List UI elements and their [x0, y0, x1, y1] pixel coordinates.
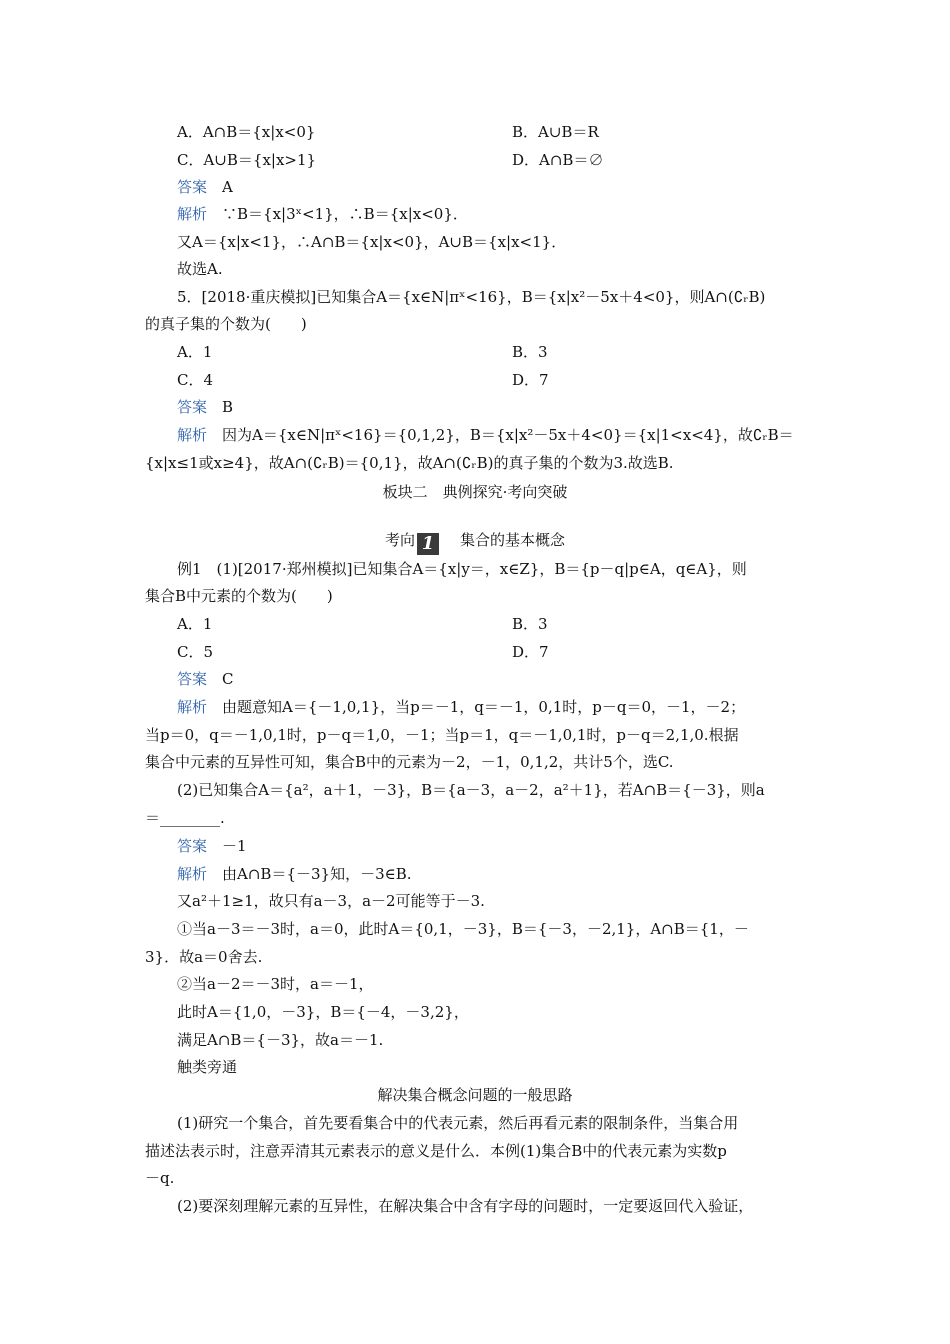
analysis-tag: 解析: [177, 698, 208, 716]
ex1-2-line-7: 满足A∩B＝{－3}，故a＝－1.: [177, 1031, 384, 1049]
tips-p1-line-2: 描述法表示时，注意弄清其元素表示的意义是什么．本例(1)集合B中的代表元素为实数p: [145, 1142, 727, 1160]
ex1-option-a: A．1: [177, 615, 213, 633]
ex1-analysis-1: 由题意知A＝{－1,0,1}，当p＝－1，q＝－1，0,1时，p－q＝0，－1，－2；: [222, 698, 746, 716]
q4-analysis-3: 故选A.: [177, 260, 223, 278]
q5-option-c: C．4: [177, 371, 214, 389]
ex1-stem-2: 集合B中元素的个数为( ): [145, 587, 333, 605]
q5-option-d: D．7: [512, 371, 549, 389]
ex1-answer: C: [222, 670, 234, 688]
q4-analysis-2: 又A＝{x|x<1}，∴A∩B＝{x|x<0}，A∪B＝{x|x<1}．: [177, 233, 567, 251]
ex1-analysis-2: 当p＝0，q＝－1,0,1时，p－q＝1,0，－1；当p＝1，q＝－1,0,1时，p－q＝2,1,0.根据: [145, 726, 739, 744]
q4-answer-line: [177, 177, 233, 197]
q5-analysis-line: [177, 425, 794, 445]
analysis-tag: 解析: [177, 205, 208, 223]
q5-analysis-2: {x|x≤1或x≥4}，故A∩(∁ᵣB)＝{0,1}，故A∩(∁ᵣB)的真子集的个数为3.故选B.: [145, 454, 674, 472]
q4-answer: A: [222, 178, 233, 196]
ex1-option-d: D．7: [512, 643, 549, 661]
ex1-analysis-3: 集合中元素的互异性可知，集合B中的元素为－2，－1，0,1,2，共计5个，选C.: [145, 753, 674, 771]
ex1-2-stem-1: (2)已知集合A＝{a²，a＋1，－3}，B＝{a－3，a－2，a²＋1}，若A∩B＝{－3}，则a: [177, 781, 765, 799]
ex1-stem-1: 例1 (1)[2017·郑州模拟]已知集合A＝{x|y＝，x∈Z}，B＝{p－q|p∈A，q∈A}，则: [177, 560, 747, 578]
section-title: 板块二 典例探究·考向突破: [382, 483, 568, 501]
ex1-2-line-5: ②当a－2＝－3时，a＝－1，: [177, 975, 374, 993]
tips-label: 触类旁通: [177, 1058, 238, 1076]
kaoxiang-number-badge: 1: [417, 533, 439, 555]
ex1-option-c: C．5: [177, 643, 214, 661]
ex1-2-stem-2: ＝________.: [145, 809, 225, 827]
kaoxiang-heading: [0, 530, 950, 555]
answer-tag: 答案: [177, 670, 208, 688]
analysis-tag: 解析: [177, 865, 208, 883]
answer-tag: 答案: [177, 398, 208, 416]
answer-tag: 答案: [177, 178, 208, 196]
ex1-2-answer: －1: [222, 837, 247, 855]
tips-p1-line-3: －q.: [145, 1169, 175, 1187]
q4-option-a: A．A∩B＝{x|x<0}: [177, 123, 316, 141]
q5-option-a: A．1: [177, 343, 213, 361]
analysis-tag: 解析: [177, 426, 208, 444]
q5-answer: B: [222, 398, 234, 416]
q5-stem-2: 的真子集的个数为( ): [145, 315, 307, 333]
ex1-answer-line: [177, 669, 234, 689]
tips-p2-line-1: (2)要深刻理解元素的互异性，在解决集合中含有字母的问题时，一定要返回代入验证，: [177, 1197, 754, 1215]
q4-analysis-line: [177, 204, 468, 224]
ex1-2-line-4: 3}．故a＝0舍去.: [145, 948, 263, 966]
q5-answer-line: [177, 397, 233, 417]
ex1-analysis-line: [177, 697, 745, 717]
q5-analysis-1: 因为A＝{x∈N|πˣ<16}＝{0,1,2}，B＝{x|x²－5x＋4<0}＝{x|1<x<4}，故∁ᵣB＝: [222, 426, 794, 444]
q5-stem-1: 5．[2018·重庆模拟]已知集合A＝{x∈N|πˣ<16}，B＝{x|x²－5x＋4<0}，则A∩(∁ᵣB): [177, 288, 766, 306]
q4-option-b: B．A∪B＝R: [512, 123, 599, 141]
ex1-2-analysis-1: 由A∩B＝{－3}知，－3∈B.: [222, 865, 412, 883]
ex1-2-answer-line: [177, 836, 247, 856]
ex1-2-line-3: ①当a－3＝－3时，a＝0，此时A＝{0,1，－3}，B＝{－3，－2,1}，A∩B＝{1，－: [177, 920, 749, 938]
ex1-2-line-6: 此时A＝{1,0，－3}，B＝{－4，－3,2}，: [177, 1003, 469, 1021]
answer-tag: 答案: [177, 837, 208, 855]
ex1-2-analysis-line: [177, 864, 412, 884]
tips-p1-line-1: (1)研究一个集合，首先要看集合中的代表元素，然后再看元素的限制条件，当集合用: [177, 1114, 739, 1132]
kaoxiang-prefix: 考向: [384, 531, 415, 549]
q4-analysis-1: ∵B＝{x|3ˣ<1}，∴B＝{x|x<0}．: [222, 205, 468, 223]
q4-option-d: D．A∩B＝∅: [512, 151, 604, 169]
ex1-2-line-2: 又a²＋1≥1，故只有a－3，a－2可能等于－3.: [177, 892, 485, 910]
ex1-option-b: B．3: [512, 615, 548, 633]
tips-title: 解决集合概念问题的一般思路: [377, 1086, 573, 1104]
q5-option-b: B．3: [512, 343, 548, 361]
kaoxiang-title: 集合的基本概念: [460, 531, 566, 549]
q4-option-c: C．A∪B＝{x|x>1}: [177, 151, 317, 169]
